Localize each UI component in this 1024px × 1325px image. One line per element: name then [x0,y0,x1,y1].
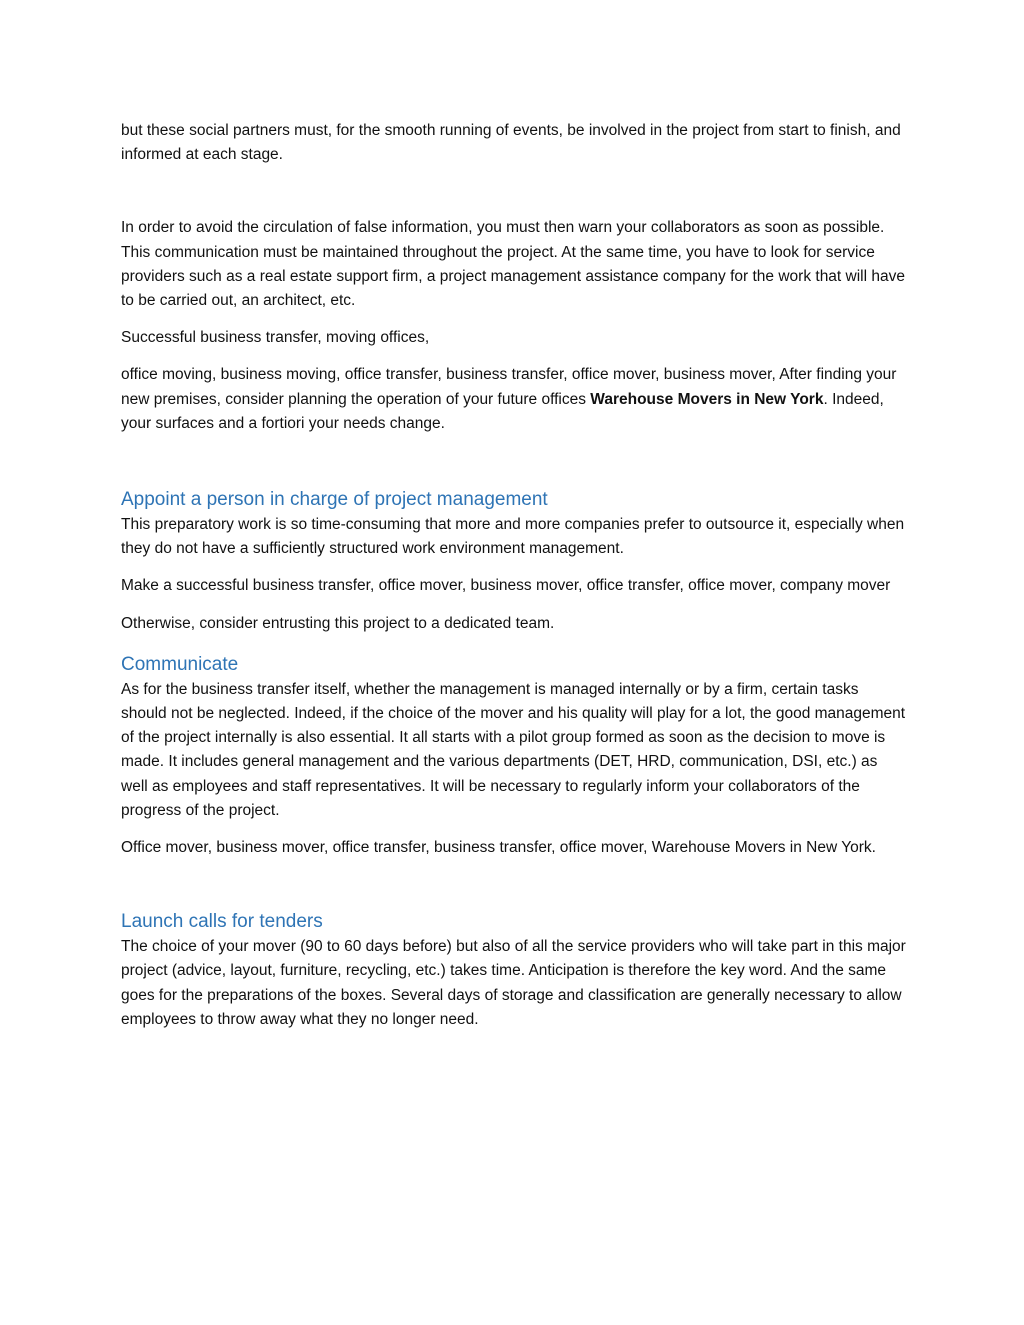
office-moving-paragraph [121,363,907,436]
heading-launch: Launch calls for tenders [121,911,323,933]
heading-appoint: Appoint a person in charge of project management [121,489,548,511]
document-page [121,119,907,1032]
communicate-paragraph-2: Office mover, business mover, office transfer, business transfer, office mover, Warehouse Movers in New York. [121,839,876,857]
heading-communicate: Communicate [121,653,239,675]
appoint-paragraph-2: Make a successful business transfer, office mover, business mover, office transfer, office mover, company mover [121,577,891,595]
circulation-paragraph: In order to avoid the circulation of false information, you must then warn your collaborators as soon as possible. This communication must be maintained throughout the project. At the same time, you have to look for service providers such as a real estate support firm, a project management assistance company for the work that will have to be carried out, an architect, etc. [121,219,905,310]
launch-paragraph-1: The choice of your mover (90 to 60 days before) but also of all the service providers who will take part in this major project (advice, layout, furniture, recycling, etc.) takes time. Anticipation is therefore the key word. And the same goes for the preparations of the boxes. Several days of storage and classification are generally necessary to allow employees to throw away what they no longer need. [121,938,906,1028]
appoint-paragraph-3: Otherwise, consider entrusting this project to a dedicated team. [121,614,555,632]
office-moving-text: office moving, business moving, office transfer, business transfer, office mover, business mover, After finding your new premises, consider planning the operation of your future offices [121,366,897,408]
intro-paragraph: but these social partners must, for the smooth running of events, be involved in the project from start to finish, and informed at each stage. [121,122,901,164]
communicate-paragraph-1: As for the business transfer itself, whether the management is managed internally or by a firm, certain tasks should not be neglected. Indeed, if the choice of the mover and his quality will play for a lot, the good management of the project internally is also essential. It all starts with a pilot group formed as soon as the decision to move is made. It includes general management and the various departments (DET, HRD, communication, DSI, etc.) as well as employees and staff representatives. It will be necessary to regularly inform your collaborators of the progress of the project. [121,680,906,819]
office-moving-text-end: . Indeed, your surfaces and a fortiori your needs change. [121,390,884,432]
warehouse-movers-bold: Warehouse Movers in New York [590,390,824,408]
successful-transfer-paragraph: Successful business transfer, moving offices, [121,329,430,347]
appoint-paragraph-1: This preparatory work is so time-consuming that more and more companies prefer to outsource it, especially when they do not have a sufficiently structured work environment management. [121,516,905,558]
